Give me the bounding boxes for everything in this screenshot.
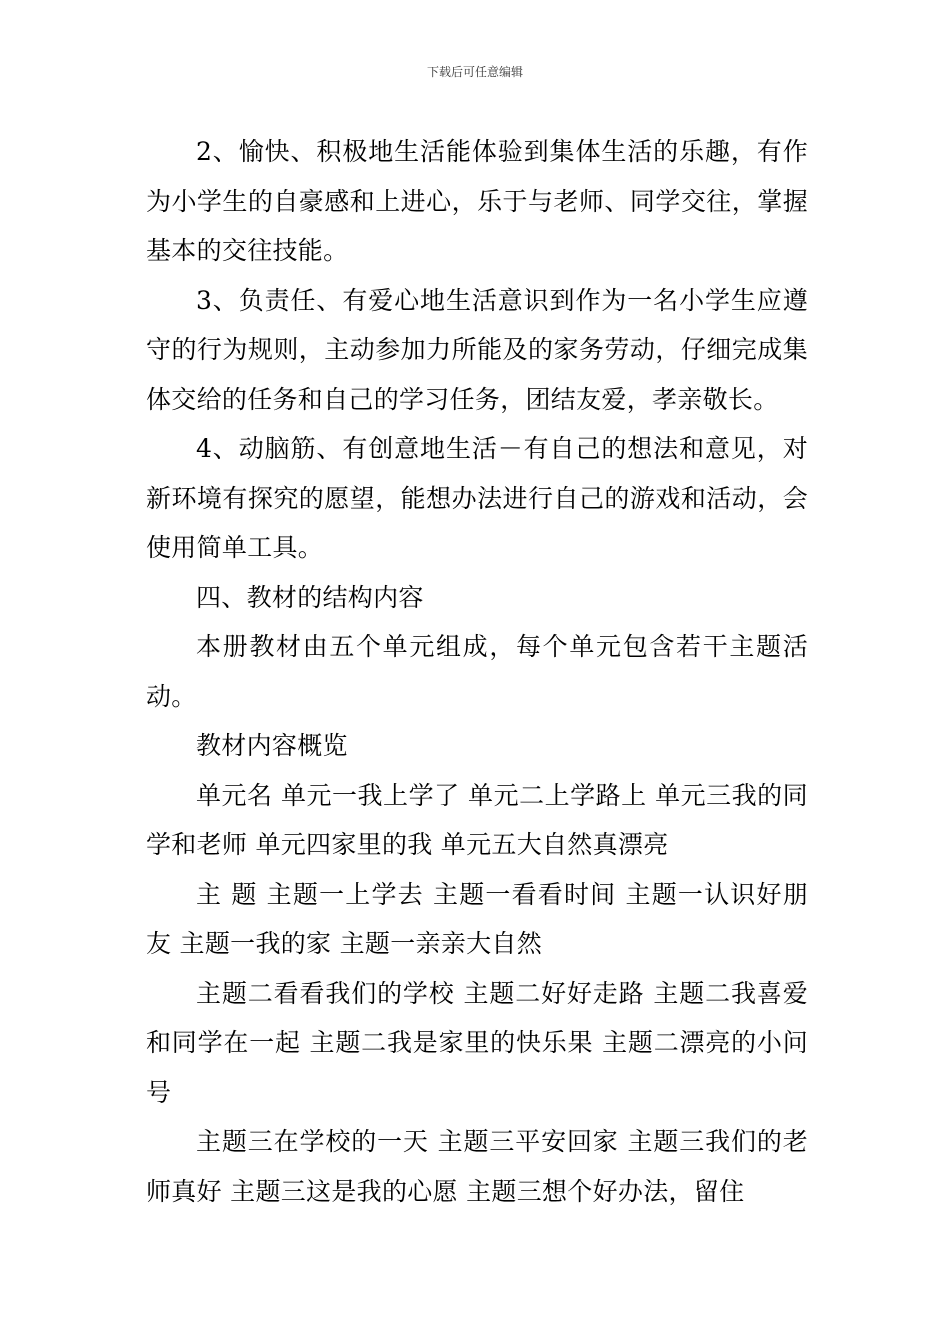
- document-body: [146, 127, 808, 1216]
- overview-theme1-row: 主 题 主题一上学去 主题一看看时间 主题一认识好朋友 主题一我的家 主题一亲亲大自然: [146, 879, 808, 958]
- overview-theme3-row: 主题三在学校的一天 主题三平安回家 主题三我们的老师真好 主题三这是我的心愿 主题三想个好办法，留住: [146, 1127, 808, 1206]
- section-heading-structure: 四、教材的结构内容: [196, 582, 424, 612]
- paragraph-goal-4: 4、动脑筋、有创意地生活－有自己的想法和意见，对新环境有探究的愿望，能想办法进行自己的游戏和活动，会使用简单工具。: [146, 434, 808, 562]
- paragraph-structure-intro: 本册教材由五个单元组成，每个单元包含若干主题活动。: [146, 632, 808, 711]
- paragraph-goal-2: 2、愉快、积极地生活能体验到集体生活的乐趣，有作为小学生的自豪感和上进心，乐于与老师、同学交往，掌握基本的交往技能。: [146, 137, 808, 265]
- page-header: 下载后可任意编辑: [426, 65, 523, 79]
- paragraph-goal-3: 3、负责任、有爱心地生活意识到作为一名小学生应遵守的行为规则，主动参加力所能及的家务劳动，仔细完成集体交给的任务和自己的学习任务，团结友爱，孝亲敬长。: [146, 285, 808, 414]
- overview-theme2-row: 主题二看看我们的学校 主题二好好走路 主题二我喜爱和同学在一起 主题二我是家里的快乐果 主题二漂亮的小问号: [146, 978, 808, 1107]
- overview-units-row: 单元名 单元一我上学了 单元二上学路上 单元三我的同学和老师 单元四家里的我 单元五大自然真漂亮: [146, 780, 808, 859]
- overview-heading: 教材内容概览: [196, 731, 348, 760]
